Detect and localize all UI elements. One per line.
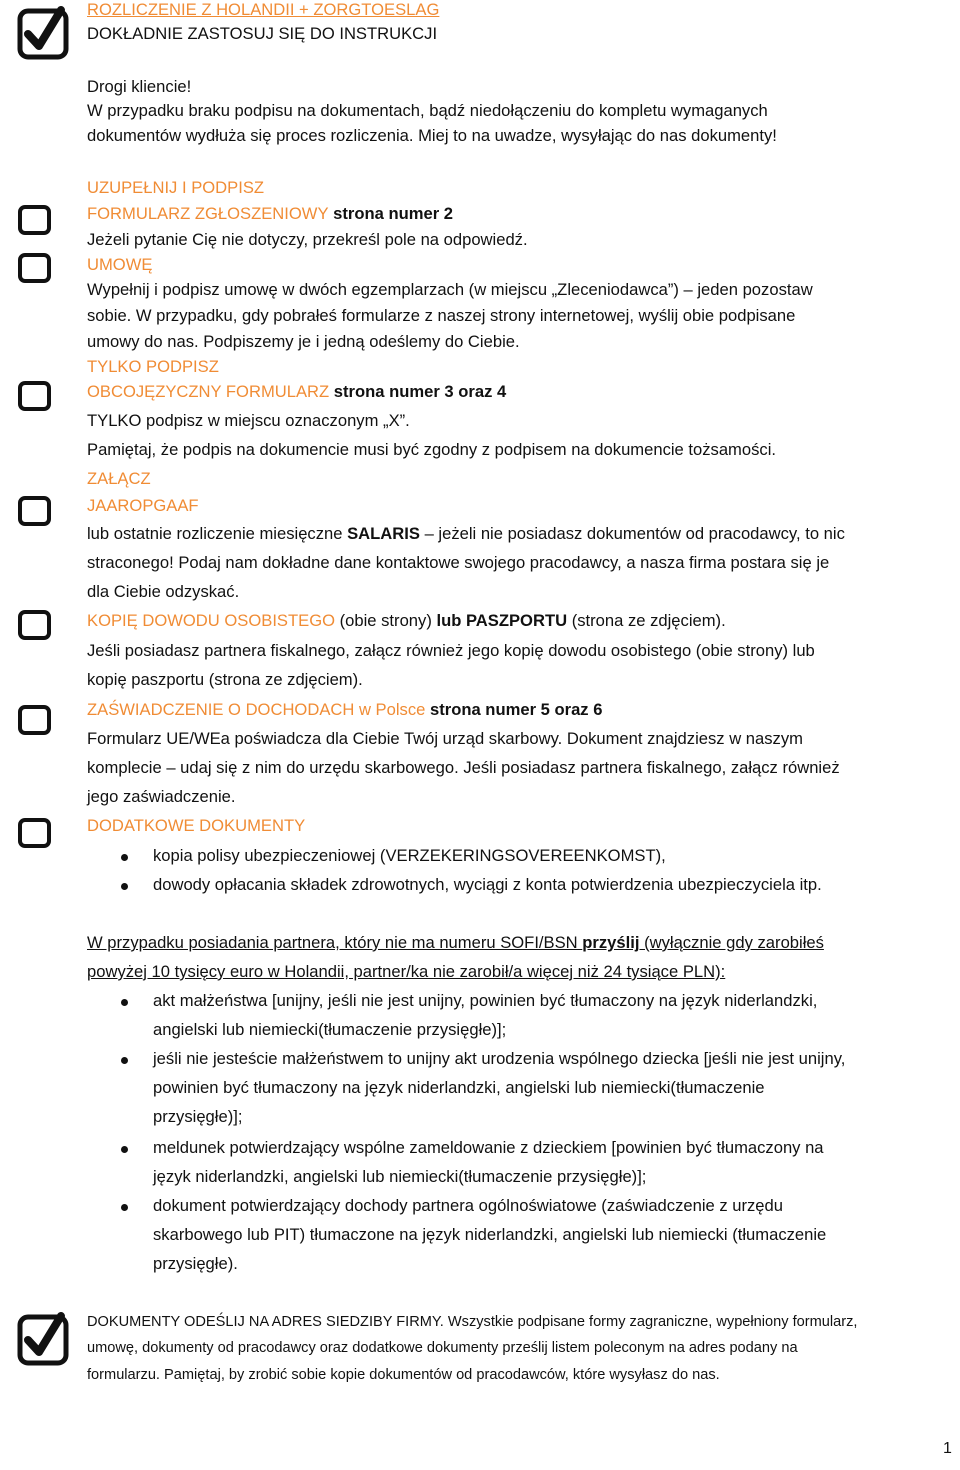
- section-4-form: JAAROPGAAF: [87, 496, 199, 515]
- section-6-line-3: jego zaświadczenie.: [87, 787, 236, 806]
- header-subtitle: DOKŁADNIE ZASTOSUJ SIĘ DO INSTRUKCJI: [87, 24, 438, 43]
- section-7-heading: DODATKOWE DOKUMENTY: [87, 816, 306, 835]
- section-6-line-2: komplecie – udaj się z nim do urzędu skarbowego. Jeśli posiadasz partnera fiskalnego, załącz również: [87, 758, 840, 777]
- partner-line-1: W przypadku posiadania partnera, który nie ma numeru SOFI/BSN przyślij (wyłącznie gdy zarobiłeś: [87, 933, 824, 952]
- section-4-heading: ZAŁĄCZ: [87, 469, 151, 488]
- empty-checkbox-icon: [18, 205, 51, 235]
- section-6-line-1: Formularz UE/WEa poświadcza dla Ciebie Twój urząd skarbowy. Dokument znajdziesz w naszym: [87, 729, 803, 748]
- bullet-icon: [121, 883, 128, 890]
- partner-bullet-4-line-2: skarbowego lub PIT) tłumaczone na język niderlandzki, angielski lub niemiecki (tłumaczenie: [153, 1225, 827, 1244]
- bullet-icon: [121, 854, 128, 861]
- section-7-bullet-1: kopia polisy ubezpieczeniowej (VERZEKERINGSOVEREENKOMST),: [153, 846, 666, 865]
- section-4-line-3: dla Ciebie odzyskać.: [87, 582, 240, 601]
- empty-checkbox-icon: [18, 818, 51, 848]
- checked-checkbox-icon: [17, 1310, 71, 1366]
- partner-bullet-2-line-2: powinien być tłumaczony na język niderlandzki, angielski lub niemiecki(tłumaczenie: [153, 1078, 765, 1097]
- bullet-icon: [121, 1057, 128, 1064]
- section-4-line-2: straconego! Podaj nam dokładne dane kontaktowe swojego pracodawcy, a nasza firma postara się je: [87, 553, 830, 572]
- section-2-heading: UMOWĘ: [87, 255, 153, 274]
- intro-line-2: dokumentów wydłuża się proces rozliczenia. Miej to na uwadze, wysyłając do nas dokumenty!: [87, 126, 777, 145]
- footer-line-2: umowę, dokumenty od pracodawcy oraz dodatkowe dokumenty prześlij listem poleconym na adres podany na: [87, 1340, 798, 1356]
- section-3-heading: TYLKO PODPISZ: [87, 357, 219, 376]
- section-5-line-1: Jeśli posiadasz partnera fiskalnego, załącz również jego kopię dowodu osobistego (obie strony) lub: [87, 641, 815, 660]
- intro-line-1: W przypadku braku podpisu na dokumentach, bądź niedołączeniu do kompletu wymaganych: [87, 101, 768, 120]
- partner-bullet-2-line-3: przysięgłe)];: [153, 1107, 243, 1126]
- section-3-line-2: Pamiętaj, że podpis na dokumencie musi być zgodny z podpisem na dokumencie tożsamości.: [87, 440, 776, 459]
- partner-bullet-1-line-2: angielski lub niemiecki(tłumaczenie przysięgłe)];: [153, 1020, 507, 1039]
- partner-bullet-3-line-2: język niderlandzki, angielski lub niemiecki(tłumaczenie przysięgłe)];: [153, 1167, 647, 1186]
- partner-bullet-2-line-1: jeśli nie jesteście małżeństwem to unijny akt urodzenia wspólnego dziecka [jeśli nie jest unijny,: [153, 1049, 846, 1068]
- page-number: 1: [943, 1440, 952, 1457]
- section-3-form: OBCOJĘZYCZNY FORMULARZ strona numer 3 oraz 4: [87, 382, 507, 401]
- footer-line-1: DOKUMENTY ODEŚLIJ NA ADRES SIEDZIBY FIRMY. Wszystkie podpisane formy zagraniczne, wypełniony formularz,: [87, 1314, 858, 1330]
- section-1-form: FORMULARZ ZGŁOSZENIOWY strona numer 2: [87, 204, 454, 223]
- section-6-form: ZAŚWIADCZENIE O DOCHODACH w Polsce strona numer 5 oraz 6: [87, 700, 603, 719]
- section-3-line-1: TYLKO podpisz w miejscu oznaczonym „X”.: [87, 411, 410, 430]
- partner-bullet-4-line-1: dokument potwierdzający dochody partnera ogólnoświatowe (zaświadczenie z urzędu: [153, 1196, 783, 1215]
- partner-line-2: powyżej 10 tysięcy euro w Holandii, partner/ka nie zarobił/a więcej niż 24 tysiące PLN):: [87, 962, 726, 981]
- empty-checkbox-icon: [18, 705, 51, 735]
- intro-greeting: Drogi kliencie!: [87, 77, 192, 96]
- section-7-bullet-2: dowody opłacania składek zdrowotnych, wyciągi z konta potwierdzenia ubezpieczyciela itp.: [153, 875, 822, 894]
- section-5-form: KOPIĘ DOWODU OSOBISTEGO (obie strony) lub PASZPORTU (strona ze zdjęciem).: [87, 611, 726, 630]
- checked-checkbox-icon: [17, 4, 71, 60]
- empty-checkbox-icon: [18, 381, 51, 411]
- bullet-icon: [121, 1204, 128, 1211]
- section-2-line-1: Wypełnij i podpisz umowę w dwóch egzemplarzach (w miejscu „Zleceniodawca”) – jeden pozostaw: [87, 280, 813, 299]
- section-1-note: Jeżeli pytanie Cię nie dotyczy, przekreśl pole na odpowiedź.: [87, 230, 528, 249]
- partner-bullet-3-line-1: meldunek potwierdzający wspólne zameldowanie z dzieckiem [powinien być tłumaczony na: [153, 1138, 824, 1157]
- empty-checkbox-icon: [18, 610, 51, 640]
- section-2-line-3: umowy do nas. Podpiszemy je i jedną odeślemy do Ciebie.: [87, 332, 520, 351]
- footer-line-3: formularzu. Pamiętaj, by zrobić sobie kopie dokumentów od pracodawców, które wysyłasz do nas.: [87, 1367, 720, 1383]
- section-1-heading: UZUPEŁNIJ I PODPISZ: [87, 178, 265, 197]
- header-title: ROZLICZENIE Z HOLANDII + ZORGTOESLAG: [87, 0, 440, 19]
- partner-bullet-1-line-1: akt małżeństwa [unijny, jeśli nie jest unijny, powinien być tłumaczony na język niderlandzki,: [153, 991, 818, 1010]
- bullet-icon: [121, 999, 128, 1006]
- section-2-line-2: sobie. W przypadku, gdy pobrałeś formularze z naszej strony internetowej, wyślij obie podpisane: [87, 306, 796, 325]
- empty-checkbox-icon: [18, 496, 51, 526]
- section-4-line-1: lub ostatnie rozliczenie miesięczne SALARIS – jeżeli nie posiadasz dokumentów od pracodawcy, to nic: [87, 524, 845, 543]
- partner-bullet-4-line-3: przysięgłe).: [153, 1254, 238, 1273]
- section-5-line-2: kopię paszportu (strona ze zdjęciem).: [87, 670, 363, 689]
- bullet-icon: [121, 1146, 128, 1153]
- empty-checkbox-icon: [18, 253, 51, 283]
